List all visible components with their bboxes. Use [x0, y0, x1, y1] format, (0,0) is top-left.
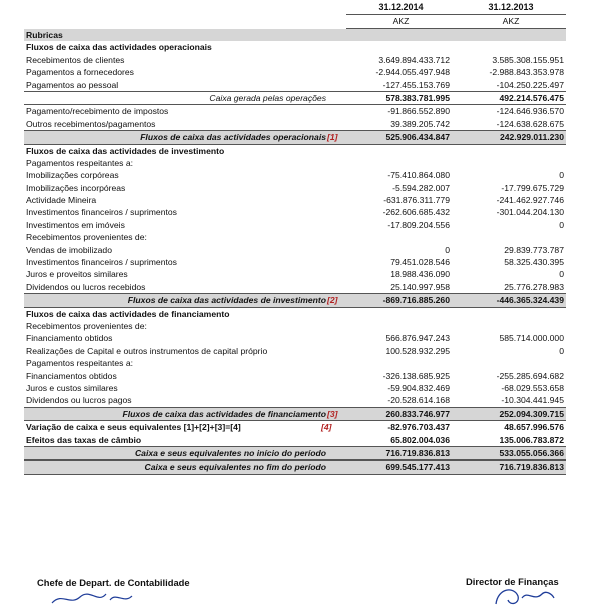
statement-row	[24, 281, 566, 293]
value-2013: -10.304.441.945	[501, 395, 564, 406]
statement-row	[24, 66, 566, 78]
value-2013: 58.325.430.395	[504, 257, 564, 268]
statement-row	[24, 54, 566, 66]
row-label: Fluxos de caixa das actividades de financiamento	[122, 408, 326, 419]
accounting-signature-scribble	[40, 590, 160, 607]
row-label: Caixa e seus equivalentes no fim do período	[144, 462, 326, 473]
row-label: Actividade Mineira	[26, 195, 97, 206]
value-2013: -301.044.204.130	[496, 207, 564, 218]
row-reference: [3]	[327, 408, 338, 419]
value-2014: 578.383.781.995	[385, 92, 450, 103]
statement-row	[24, 244, 566, 256]
statement-row	[24, 421, 566, 433]
row-label: Imobilizações incorpóreas	[26, 182, 126, 193]
row-label: Pagamento/recebimento de impostos	[26, 106, 169, 117]
row-reference: [1]	[327, 132, 338, 143]
statement-row	[24, 29, 566, 41]
row-label: Investimentos em imóveis	[26, 219, 125, 230]
value-2014: 3.649.894.433.712	[378, 54, 450, 65]
year-2014-header: 31.12.2014	[346, 0, 456, 15]
row-label: Fluxos de caixa das actividades de investimento	[127, 295, 326, 306]
statement-row	[24, 182, 566, 194]
signature-title-finance: Director de Finanças	[466, 576, 559, 587]
statement-row	[24, 206, 566, 218]
value-2013: 492.214.576.475	[499, 92, 564, 103]
cash-flow-statement	[24, 0, 566, 475]
value-2013: -17.799.675.729	[501, 182, 564, 193]
statement-row	[24, 268, 566, 280]
header-units	[24, 15, 566, 29]
value-2014: 65.802.004.036	[390, 434, 450, 445]
statement-row	[24, 293, 566, 307]
row-label: Pagamentos respeitantes a:	[26, 157, 134, 168]
row-label: Dividendos ou lucros pagos	[26, 395, 132, 406]
year-2013-header: 31.12.2013	[456, 0, 566, 15]
statement-row	[24, 79, 566, 91]
value-2013: 533.055.056.366	[499, 447, 564, 458]
row-label: Investimentos financeiros / suprimentos	[26, 257, 177, 268]
unit-2013: AKZ	[456, 15, 566, 29]
statement-row	[24, 194, 566, 206]
statement-row	[24, 145, 566, 157]
value-2014: -326.138.685.925	[382, 370, 450, 381]
statement-row	[24, 446, 566, 460]
row-label: Imobilizações corpóreas	[26, 170, 119, 181]
value-2014: 716.719.836.813	[385, 447, 450, 458]
value-2014: 39.389.205.742	[390, 118, 450, 129]
value-2014: -2.944.055.497.948	[375, 67, 450, 78]
row-label: Pagamentos a fornecedores	[26, 67, 134, 78]
row-label: Outros recebimentos/pagamentos	[26, 118, 156, 129]
value-2014: 0	[445, 244, 450, 255]
value-2013: 135.006.783.872	[499, 434, 564, 445]
statement-row	[24, 434, 566, 446]
statement-row	[24, 41, 566, 53]
value-2013: 242.929.011.230	[499, 132, 564, 143]
value-2014: -91.866.552.890	[387, 106, 450, 117]
value-2013: 0	[559, 219, 564, 230]
value-2014: 260.833.746.977	[385, 408, 450, 419]
statement-row	[24, 382, 566, 394]
row-label: Fluxos de caixa das actividades de investimento	[26, 145, 225, 156]
statement-row	[24, 407, 566, 421]
value-2013: 3.585.308.155.951	[492, 54, 564, 65]
value-2013: -104.250.225.497	[496, 79, 564, 90]
value-2013: -68.029.553.658	[501, 382, 564, 393]
value-2013: 48.657.996.576	[504, 422, 564, 433]
statement-row	[24, 118, 566, 130]
statement-row	[24, 394, 566, 406]
value-2013: 0	[559, 345, 564, 356]
value-2013: 29.839.773.787	[504, 244, 564, 255]
value-2014: -75.410.864.080	[387, 170, 450, 181]
statement-row	[24, 460, 566, 474]
statement-row	[24, 219, 566, 231]
value-2013: 252.094.309.715	[499, 408, 564, 419]
value-2014: -262.606.685.432	[382, 207, 450, 218]
statement-row	[24, 130, 566, 144]
row-label: Financiamentos obtidos	[26, 370, 117, 381]
value-2013: 585.714.000.000	[499, 333, 564, 344]
value-2014: -59.904.832.469	[387, 382, 450, 393]
signature-title-accounting: Chefe de Depart. de Contabilidade	[37, 577, 190, 588]
statement-row	[24, 370, 566, 382]
value-2014: -17.809.204.556	[387, 219, 450, 230]
value-2014: -869.716.885.260	[382, 295, 450, 306]
value-2013: 716.719.836.813	[499, 462, 564, 473]
row-label: Fluxos de caixa das actividades operacionais	[140, 132, 326, 143]
row-label: Dividendos ou lucros recebidos	[26, 281, 146, 292]
statement-row	[24, 157, 566, 169]
value-2014: 25.140.997.958	[390, 281, 450, 292]
value-2014: 699.545.177.413	[385, 462, 450, 473]
row-label: Efeitos das taxas de câmbio	[26, 434, 142, 445]
statement-rows	[24, 29, 566, 475]
statement-row	[24, 256, 566, 268]
row-label: Rubricas	[26, 30, 63, 40]
row-label: Caixa e seus equivalentes no início do período	[134, 447, 326, 458]
statement-row	[24, 357, 566, 369]
value-2013: -124.638.628.675	[496, 118, 564, 129]
statement-row	[24, 91, 566, 105]
row-label: Recebimentos provenientes de:	[26, 232, 147, 243]
row-label: Pagamentos ao pessoal	[26, 79, 119, 90]
statement-row	[24, 332, 566, 344]
value-2014: -5.594.282.007	[392, 182, 450, 193]
value-2014: 525.906.434.847	[385, 132, 450, 143]
statement-row	[24, 105, 566, 117]
unit-2014: AKZ	[346, 15, 456, 29]
value-2013: -255.285.694.682	[496, 370, 564, 381]
value-2014: 566.876.947.243	[385, 333, 450, 344]
finance-signature-scribble	[488, 586, 558, 607]
statement-row	[24, 345, 566, 357]
row-label: Pagamentos respeitantes a:	[26, 358, 134, 369]
statement-row	[24, 320, 566, 332]
row-label: Financiamento obtidos	[26, 333, 113, 344]
row-label: Investimentos financeiros / suprimentos	[26, 207, 177, 218]
row-label: Fluxos de caixa das actividades de financiamento	[26, 308, 230, 319]
value-2013: -2.988.843.353.978	[489, 67, 564, 78]
row-reference: [4]	[321, 422, 332, 433]
row-label: Fluxos de caixa das actividades operacionais	[26, 42, 212, 53]
row-label: Recebimentos provenientes de:	[26, 320, 147, 331]
value-2014: 100.528.932.295	[385, 345, 450, 356]
value-2014: 79.451.028.546	[390, 257, 450, 268]
statement-row	[24, 231, 566, 243]
row-label: Caixa gerada pelas operações	[209, 92, 326, 103]
row-label: Realizações de Capital e outros instrumentos de capital próprio	[26, 345, 268, 356]
value-2013: -124.646.936.570	[496, 106, 564, 117]
value-2014: 18.988.436.090	[390, 269, 450, 280]
statement-row	[24, 308, 566, 320]
value-2013: 0	[559, 269, 564, 280]
value-2014: -631.876.311.779	[383, 195, 450, 206]
value-2014: -127.455.153.769	[382, 79, 450, 90]
row-reference: [2]	[327, 295, 338, 306]
header-years	[24, 0, 566, 15]
value-2013: 25.776.278.983	[504, 281, 564, 292]
row-label: Variação de caixa e seus equivalentes [1]+[2]+[3]=[4]	[26, 422, 241, 433]
value-2013: -446.365.324.439	[496, 295, 564, 306]
row-label: Recebimentos de clientes	[26, 54, 125, 65]
value-2013: 0	[559, 170, 564, 181]
value-2013: -241.462.927.746	[496, 195, 564, 206]
value-2014: -82.976.703.437	[387, 422, 450, 433]
row-label: Juros e proveitos similares	[26, 269, 128, 280]
row-label: Vendas de imobilizado	[26, 244, 112, 255]
value-2014: -20.528.614.168	[387, 395, 450, 406]
row-label: Juros e custos similares	[26, 382, 118, 393]
statement-row	[24, 169, 566, 181]
